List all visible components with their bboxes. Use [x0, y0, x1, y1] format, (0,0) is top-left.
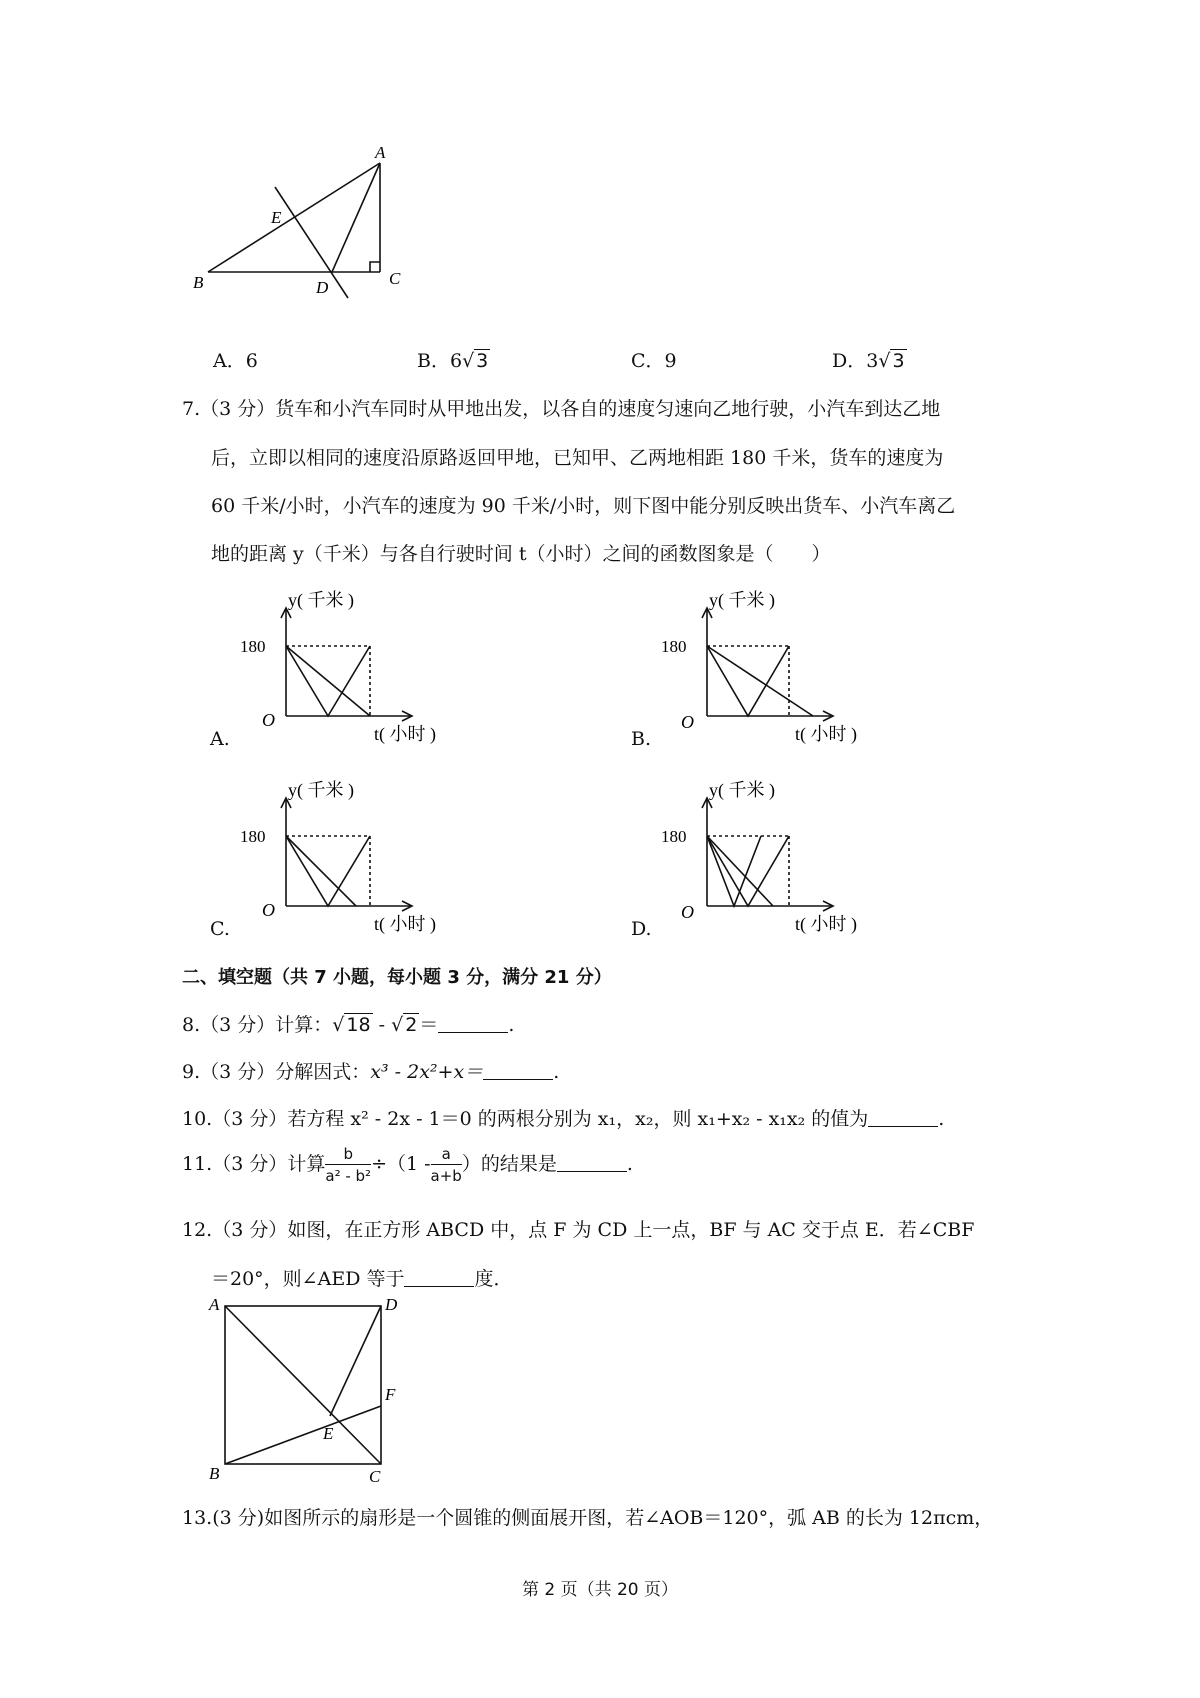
sqrt-symbol: √: [878, 350, 891, 372]
q7-graph-b: [661, 588, 891, 748]
label-b: B: [193, 273, 204, 292]
sqrt-symbol: √: [332, 1014, 345, 1036]
answer-blank[interactable]: [868, 1110, 938, 1127]
label-a: A: [375, 143, 386, 162]
q12-line-1: 12.（3 分）如图，在正方形 ABCD 中，点 F 为 CD 上一点，BF 与 AC 交于点 E．若∠CBF: [182, 1219, 975, 1241]
label-e: E: [271, 208, 282, 227]
q7-option-c-label: C.: [210, 918, 230, 940]
q7-line-2: 后，立即以相同的速度沿原路返回甲地，已知甲、乙两地相距 180 千米，货车的速度为: [211, 447, 944, 469]
q6-option-c: C．9: [631, 350, 677, 372]
truck-line: [707, 836, 761, 906]
diagonal-ac: [225, 1306, 381, 1464]
q7-graph-a: [240, 588, 470, 748]
sqrt-symbol: √: [391, 1014, 404, 1036]
svg-text:O: O: [681, 902, 694, 922]
svg-text:A: A: [209, 1296, 220, 1314]
segment-ad: [332, 163, 380, 272]
q7-option-b-label: B.: [631, 728, 652, 750]
svg-text:180: 180: [661, 827, 687, 846]
triangle-figure-q6: [185, 140, 425, 300]
svg-text:C: C: [369, 1467, 381, 1486]
q6-option-d: D．3√ 3: [832, 350, 905, 372]
answer-blank[interactable]: [483, 1063, 553, 1080]
answer-blank[interactable]: [557, 1155, 627, 1172]
svg-text:F: F: [385, 1385, 396, 1404]
svg-text:O: O: [262, 900, 275, 920]
perpendicular-bisector-line: [275, 187, 348, 298]
q7-line-1: 7.（3 分）货车和小汽车同时从甲地出发，以各自的速度匀速向乙地行驶，小汽车到达乙地: [182, 398, 941, 420]
svg-text:180: 180: [240, 637, 266, 656]
q10: 10.（3 分）若方程 x² - 2x - 1＝0 的两根分别为 x₁，x₂，则 x₁+x₂ - x₁x₂ 的值为 .: [182, 1108, 945, 1130]
svg-text:180: 180: [661, 637, 687, 656]
q7-graph-c: [240, 778, 470, 938]
svg-text:O: O: [681, 712, 694, 732]
square-figure-q12: [205, 1296, 405, 1486]
fraction-1: $\frac{b}{\text{a² - b²}}$: [325, 1145, 372, 1185]
right-angle-mark: [370, 262, 380, 272]
svg-text:t( 小时 ): t( 小时 ): [795, 724, 857, 744]
q7-score: （3 分）: [200, 398, 276, 420]
label-c: C: [389, 269, 401, 288]
answer-blank[interactable]: [404, 1270, 474, 1287]
q7-option-a-label: A.: [210, 728, 230, 750]
segment-bf: [225, 1406, 381, 1464]
svg-text:E: E: [323, 1424, 334, 1443]
q9: 9.（3 分）分解因式：x³ - 2x²+x＝ .: [182, 1061, 560, 1083]
q7-line-4: 地的距离 y（千米）与各自行驶时间 t（小时）之间的函数图象是（ ）: [211, 543, 831, 565]
car-line: [707, 646, 789, 716]
svg-text:y( 千米 ): y( 千米 ): [288, 780, 354, 800]
svg-text:y( 千米 ): y( 千米 ): [709, 590, 775, 610]
truck-line: [286, 646, 370, 716]
q7-option-d-label: D.: [631, 918, 652, 940]
segment-ab: [208, 163, 380, 272]
answer-blank[interactable]: [438, 1016, 508, 1033]
car-line: [286, 836, 370, 906]
svg-text:D: D: [385, 1296, 398, 1314]
q8: 8.（3 分）计算：√ 18 - √ 2 ＝ .: [182, 1014, 515, 1036]
page-footer: 第 2 页（共 20 页）: [521, 1580, 679, 1600]
q12-line-2: ＝20°，则∠AED 等于 度．: [211, 1268, 513, 1290]
svg-text:y( 千米 ): y( 千米 ): [709, 780, 775, 800]
svg-text:180: 180: [240, 827, 266, 846]
svg-text:B: B: [209, 1464, 220, 1483]
fraction-2: $\frac{a}{a+b}$: [430, 1145, 462, 1185]
q7-line-3: 60 千米/小时，小汽车的速度为 90 千米/小时，则下图中能分别反映出货车、小汽车离乙: [211, 495, 956, 517]
label-d: D: [316, 278, 329, 297]
svg-text:y( 千米 ): y( 千米 ): [288, 590, 354, 610]
svg-text:t( 小时 ): t( 小时 ): [374, 724, 436, 744]
truck-line: [707, 646, 813, 716]
q11: 11.（3 分）计算 $\frac{b}{\text{a² - b²}}$ ÷（1 - $\frac{a}{a+b}$ ）的结果是 .: [182, 1145, 633, 1185]
q7-number: 7.: [182, 398, 201, 420]
segment-de: [330, 1306, 381, 1416]
svg-text:O: O: [262, 710, 275, 730]
q6-option-b: B．6√ 3: [417, 350, 489, 372]
svg-text:t( 小时 ): t( 小时 ): [795, 914, 857, 934]
q13: 13.(3 分)如图所示的扇形是一个圆锥的侧面展开图，若∠AOB＝120°，弧 AB 的长为 12πcm，: [182, 1507, 994, 1529]
svg-text:t( 小时 ): t( 小时 ): [374, 914, 436, 934]
sqrt-symbol: √: [462, 350, 475, 372]
section-heading-fill-in: 二、填空题（共 7 小题，每小题 3 分，满分 21 分）: [182, 967, 612, 988]
q7-graph-d: [661, 778, 891, 938]
q6-option-a: A．6: [213, 350, 258, 372]
